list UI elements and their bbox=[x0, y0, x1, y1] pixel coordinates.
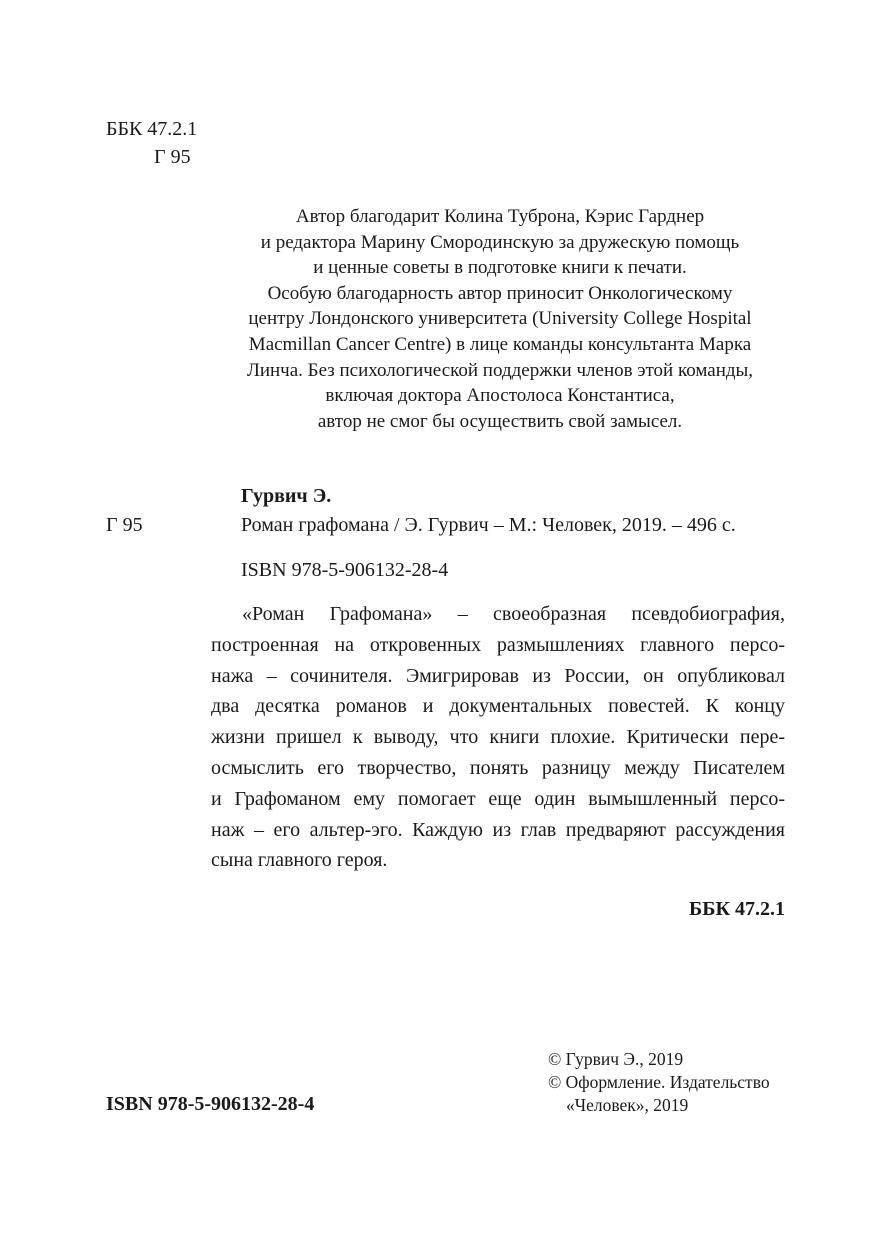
abstract-line: жизни пришел к выводу, что книги плохие. Критически пере- bbox=[211, 726, 785, 749]
abstract-line: сына главного героя. bbox=[211, 849, 388, 872]
abstract-line: «Роман Графомана» – своеобразная псевдобиография, bbox=[242, 603, 785, 625]
acknowledgment-line: и редактора Марину Смородинскую за дружескую помощь bbox=[260, 231, 740, 253]
acknowledgment-line: Линча. Без психологической поддержки членов этой команды, bbox=[246, 359, 754, 381]
copyright-line: «Человек», 2019 bbox=[566, 1095, 689, 1115]
acknowledgment-line: Автор благодарит Колина Туброна, Кэрис Гарднер bbox=[295, 206, 705, 227]
acknowledgment-line: и ценные советы в подготовке книги к печати. bbox=[313, 257, 687, 279]
acknowledgment-line: автор не смог бы осуществить свой замысел. bbox=[317, 410, 683, 432]
abstract-line: наж – его альтер-эго. Каждую из глав предваряют рассуждения bbox=[211, 818, 785, 841]
abstract-line: построенная на откровенных размышлениях главного персо- bbox=[211, 633, 785, 656]
abstract-line: осмыслить его творчество, понять разницу между Писателем bbox=[211, 756, 785, 779]
abstract-line: нажа – сочинителя. Эмигрировав из России, он опубликовал bbox=[211, 664, 785, 687]
abstract-line: два десятка романов и документальных повестей. К концу bbox=[211, 695, 785, 718]
acknowledgment-line: Особую благодарность автор приносит Онкологическому bbox=[267, 282, 733, 304]
copyright-line: © Гурвич Э., 2019 bbox=[548, 1049, 684, 1069]
copyright-block bbox=[548, 1048, 770, 1117]
acknowledgment-block bbox=[215, 204, 785, 434]
acknowledgment-line: Macmillan Cancer Centre) в лице команды консультанта Марка bbox=[248, 333, 752, 355]
copyright-line: © Оформление. Издательство bbox=[548, 1072, 770, 1092]
abstract-block bbox=[211, 599, 785, 876]
catalog-author: Гурвич Э. bbox=[241, 485, 332, 507]
bbk-code-top: ББК 47.2.1 bbox=[106, 118, 198, 140]
bibliographic-record: Роман графомана / Э. Гурвич – М.: Человек, 2019. – 496 с. bbox=[241, 514, 736, 536]
catalog-isbn: ISBN 978-5-906132-28-4 bbox=[241, 559, 449, 581]
acknowledgment-line: включая доктора Апостолоса Константиса, bbox=[325, 385, 675, 407]
author-mark-top: Г 95 bbox=[154, 146, 191, 168]
acknowledgment-line: центру Лондонского университета (University College Hospital bbox=[248, 308, 752, 330]
bbk-code-bottom: ББК 47.2.1 bbox=[689, 898, 785, 920]
abstract-line: и Графоманом ему помогает еще один вымышленный персо- bbox=[211, 787, 785, 810]
catalog-author-mark: Г 95 bbox=[106, 514, 143, 536]
isbn-bottom: ISBN 978-5-906132-28-4 bbox=[106, 1093, 315, 1115]
